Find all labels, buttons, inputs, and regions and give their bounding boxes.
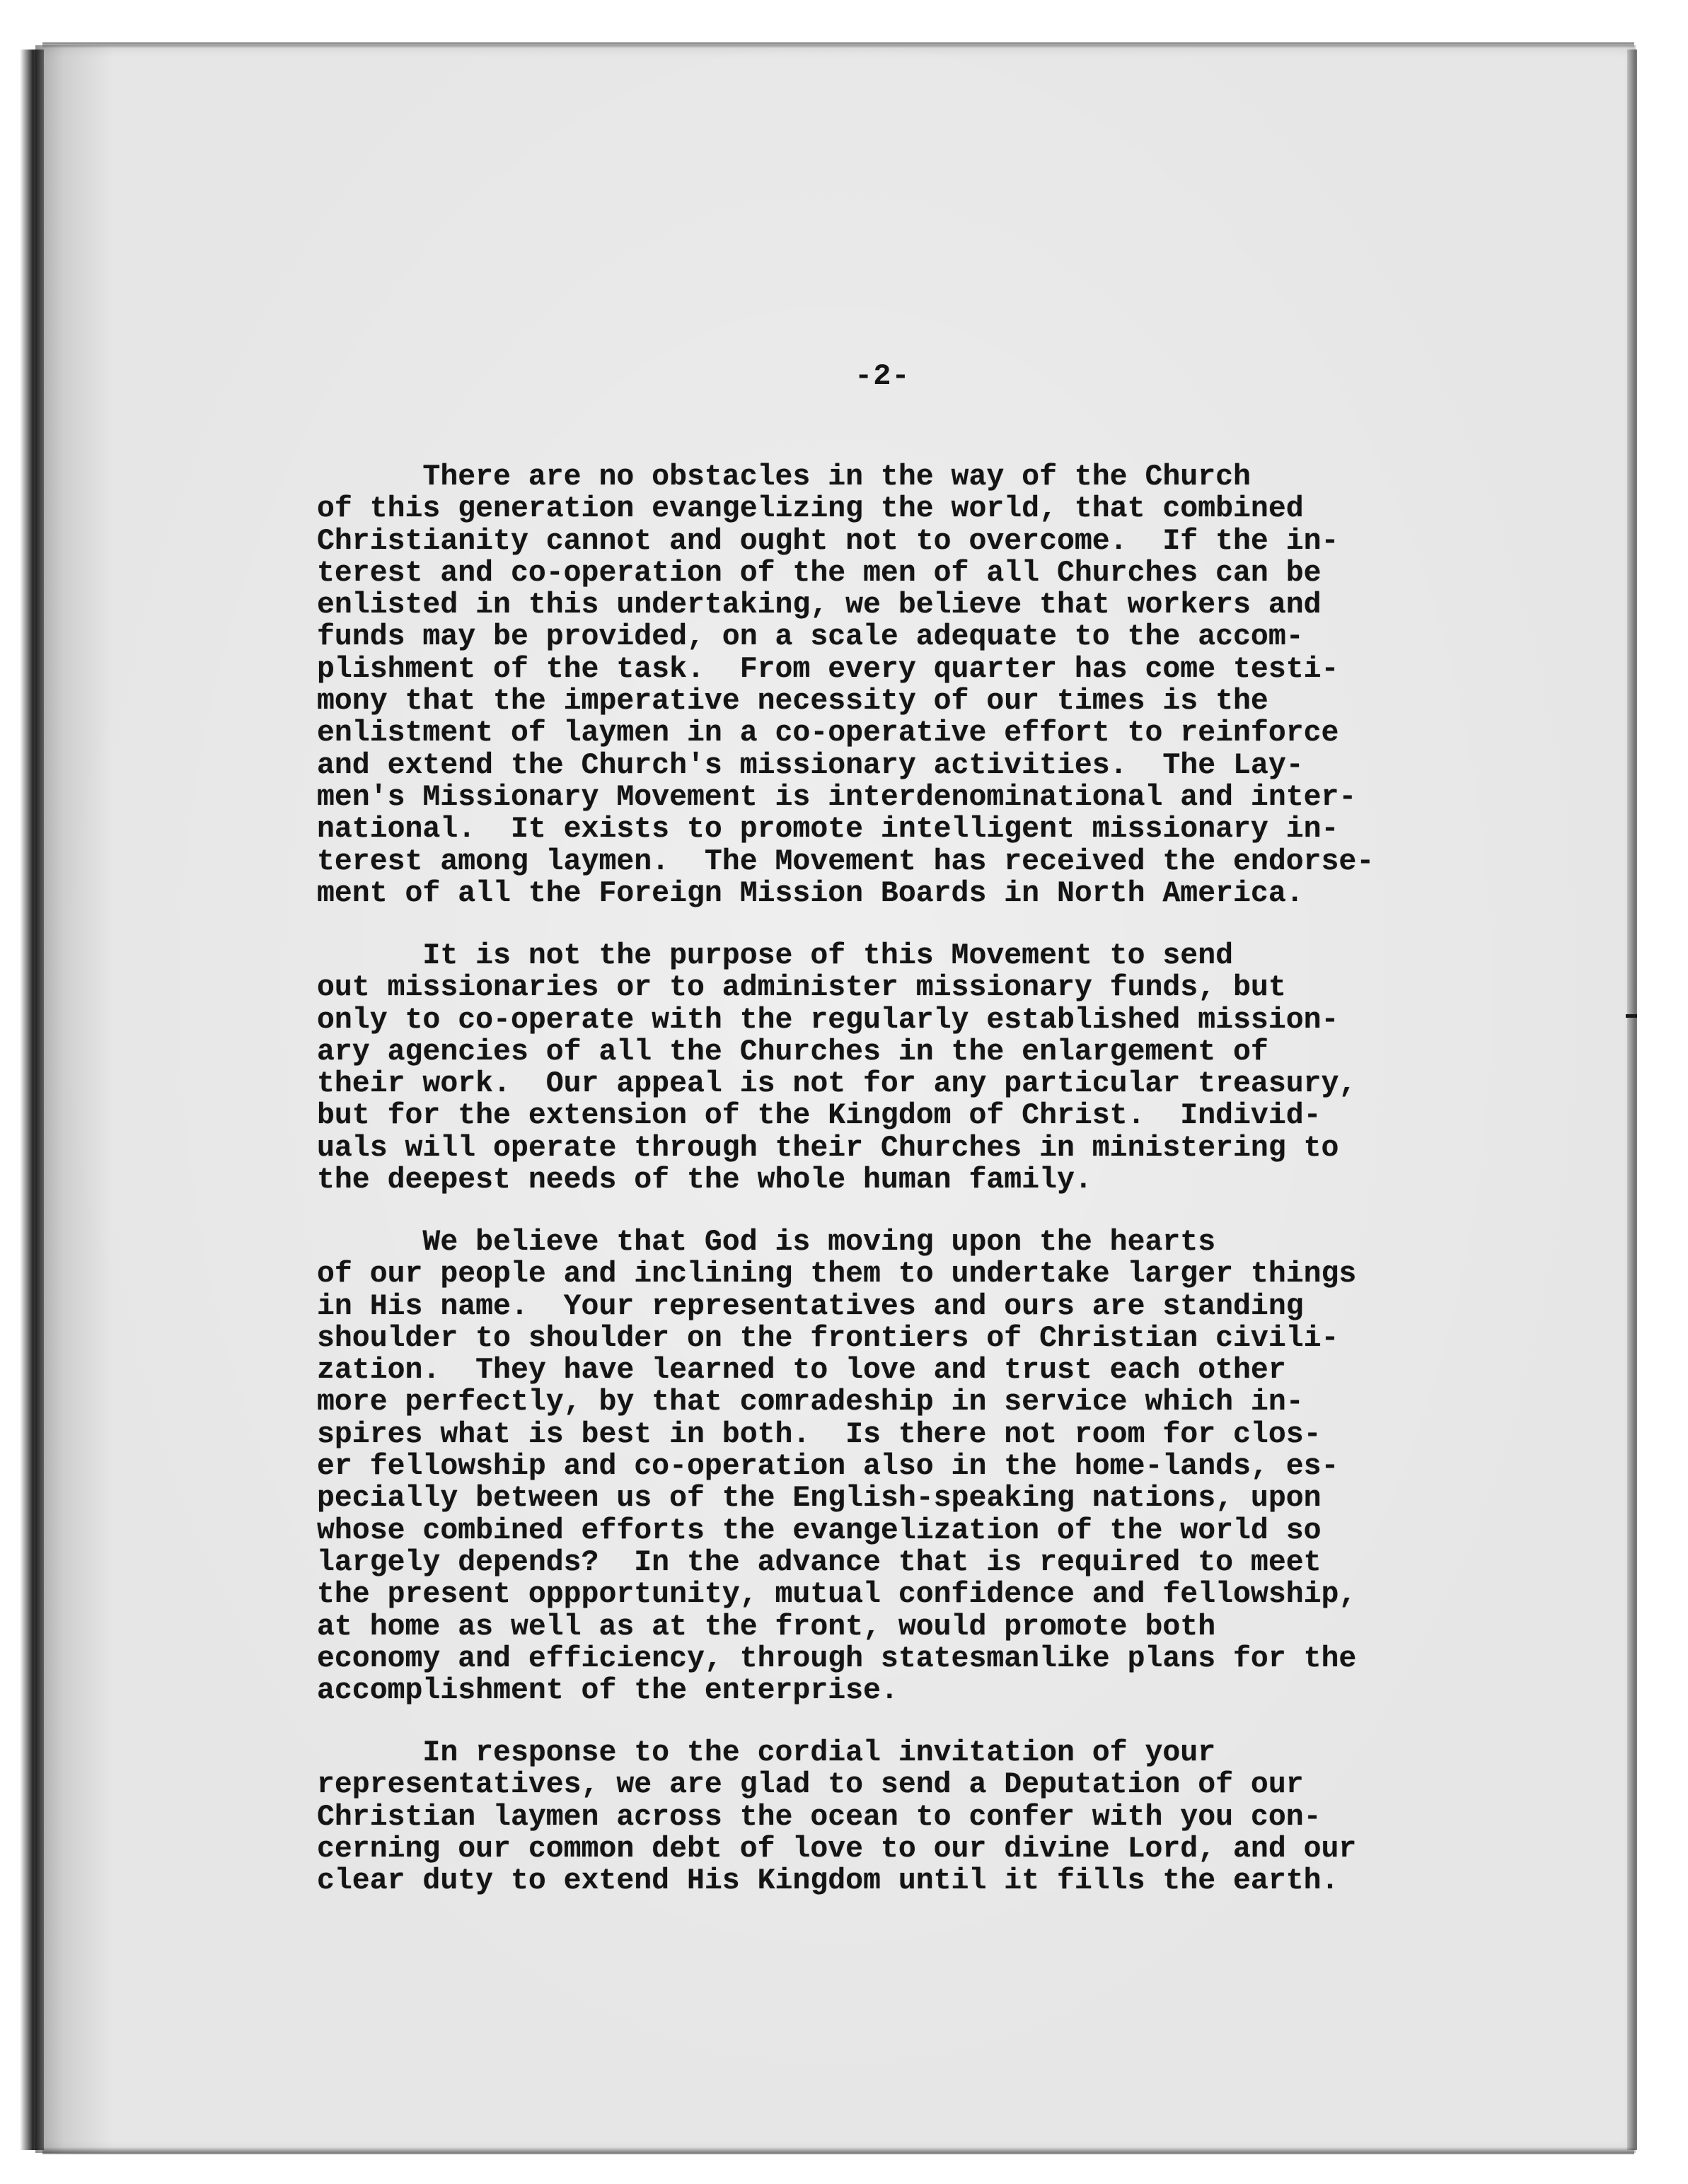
text-line: ary agencies of all the Churches in the enlargement of [317,1035,1268,1069]
text-line: men's Missionary Movement is interdenominational and inter- [317,780,1357,814]
sheet-top-edge-shadow [42,42,1634,48]
text-line: of this generation evangelizing the world, that combined [317,492,1304,526]
sheet-left-edge-shadow [20,50,44,2150]
text-line: more perfectly, by that comradeship in service which in- [317,1386,1304,1419]
text-line: at home as well as at the front, would promote both [317,1610,1216,1644]
text-line: mony that the imperative necessity of our times is the [317,685,1268,719]
text-line: terest and co-operation of the men of all Churches can be [317,556,1322,590]
text-line: of our people and inclining them to undertake larger things [317,1257,1357,1291]
text-line: largely depends? In the advance that is required to meet [317,1545,1322,1579]
text-line: their work. Our appeal is not for any particular treasury, [317,1067,1357,1101]
text-line: but for the extension of the Kingdom of Christ. Individ- [317,1099,1322,1133]
text-line: in His name. Your representatives and ours are standing [317,1289,1304,1323]
paragraph-4 [317,1737,1356,1897]
text-line: There are no obstacles in the way of the Church [317,460,1251,494]
text-line: Christian laymen across the ocean to confer with you con- [317,1800,1322,1834]
sheet-bottom-edge-shadow [42,2147,1634,2154]
text-line: zation. They have learned to love and trust each other [317,1354,1286,1388]
text-line: clear duty to extend His Kingdom until it fills the earth. [317,1864,1339,1898]
text-line: only to co-operate with the regularly established mission- [317,1003,1339,1037]
margin-tick-mark [1626,1014,1637,1018]
text-line: the present oppportunity, mutual confidence and fellowship, [317,1578,1357,1612]
text-line: pecially between us of the English-speaking nations, upon [317,1482,1322,1516]
text-line: er fellowship and co-operation also in the home-lands, es- [317,1450,1339,1484]
paragraph-3 [317,1226,1356,1707]
text-line: representatives, we are glad to send a Deputation of our [317,1768,1304,1802]
text-line: plishment of the task. From every quarter has come testi- [317,652,1339,686]
text-line: whose combined efforts the evangelization of the world so [317,1514,1322,1547]
text-line: spires what is best in both. Is there not room for clos- [317,1417,1322,1451]
text-line: Christianity cannot and ought not to overcome. If the in- [317,524,1339,558]
text-line: out missionaries or to administer missionary funds, but [317,971,1286,1005]
text-line: economy and efficiency, through statesmanlike plans for the [317,1642,1357,1675]
text-line: shoulder to shoulder on the frontiers of Christian civili- [317,1321,1339,1355]
text-line: It is not the purpose of this Movement to send [317,939,1234,972]
text-line: ment of all the Foreign Mission Boards in North America. [317,876,1304,910]
text-line: We believe that God is moving upon the hearts [317,1226,1216,1259]
text-line: terest among laymen. The Movement has received the endorse- [317,844,1375,878]
text-line: accomplishment of the enterprise. [317,1674,898,1708]
page-number: -2- [855,359,911,393]
text-line: the deepest needs of the whole human family. [317,1163,1092,1197]
text-line: uals will operate through their Churches in ministering to [317,1131,1339,1165]
paragraph-1 [317,461,1374,910]
text-line: national. It exists to promote intelligent missionary in- [317,813,1339,847]
text-line: enlisted in this undertaking, we believe that workers and [317,588,1322,622]
text-line: enlistment of laymen in a co-operative effort to reinforce [317,716,1339,750]
text-line: funds may be provided, on a scale adequate to the accom- [317,620,1304,654]
text-line: In response to the cordial invitation of your [317,1736,1216,1770]
text-line: and extend the Church's missionary activities. The Lay- [317,748,1304,782]
text-line: cerning our common debt of love to our divine Lord, and our [317,1832,1357,1866]
sheet-right-edge-shadow [1627,50,1637,2150]
paragraph-2 [317,940,1356,1196]
